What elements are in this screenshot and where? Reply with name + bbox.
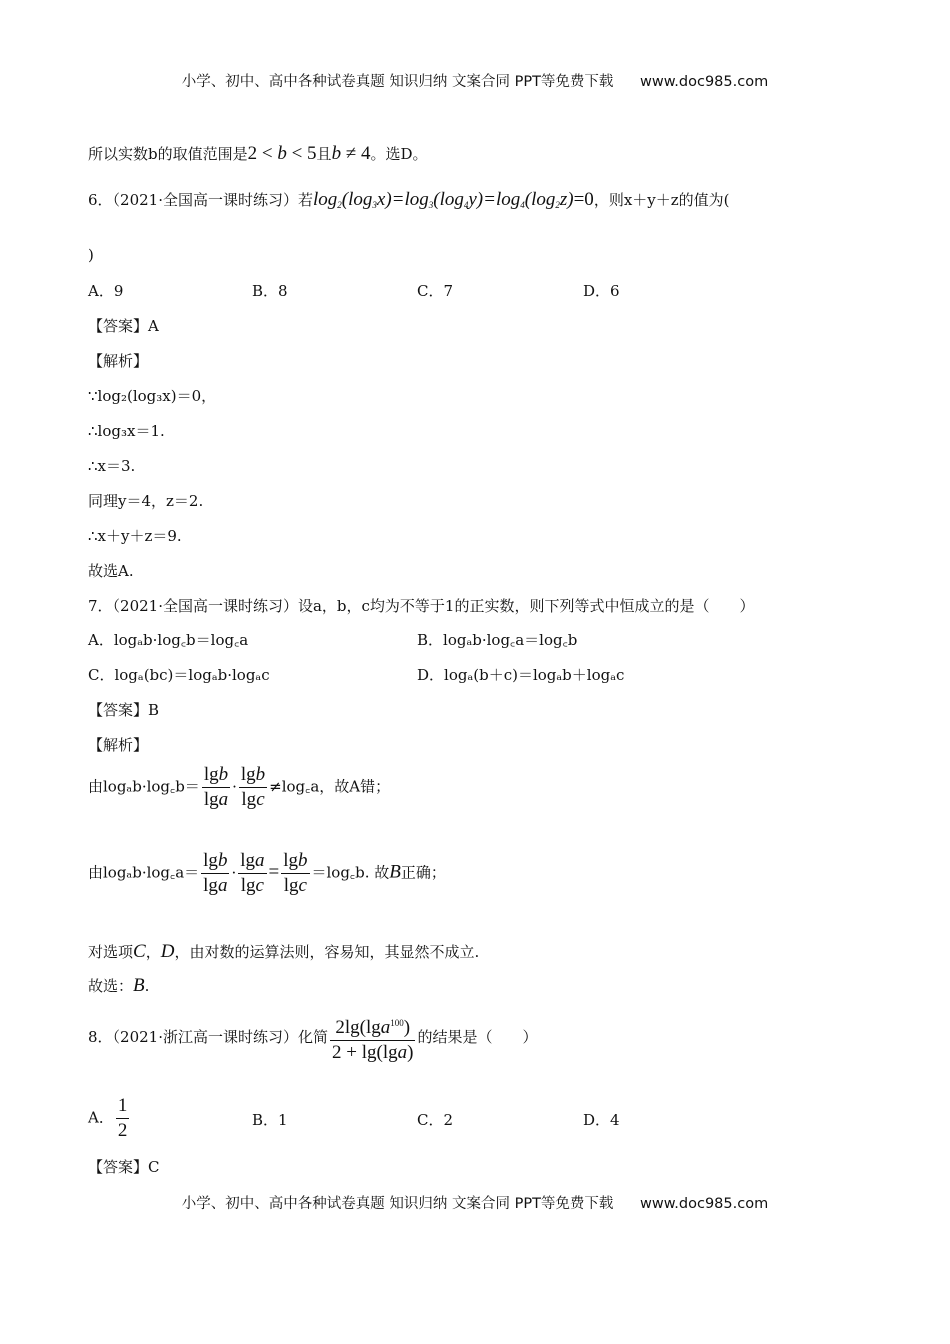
q7-stem: 7．（2021·全国高一课时练习）设a，b，c均为不等于1的正实数，则下列等式中恒成立的是（ ）: [88, 597, 755, 615]
q6-stem: 6．（2021·全国高一课时练习）若$\log_2(\log_3x)=\log_3(\log_4y)=\log_4(\log_2z)=0$，则x＋y＋z的值为(: [88, 189, 730, 210]
fraction-lga-lgc: $\frac{\lg a}{\lg c}$: [240, 850, 265, 896]
footer-text: 小学、初中、高中各种试卷真题 知识归纳 文案合同 PPT等免费下载: [181, 1196, 614, 1212]
q6-analysis-title: 【解析】: [88, 352, 149, 370]
q8-stem: 8．（2021·浙江高一课时练习）化简 $\frac{2\lg(\lg a^{100})}{2 + \lg(\lg a)}$ 的结果是（ ）: [88, 1012, 537, 1064]
q7-option-a: A．logₐb·log꜀b＝log꜀a: [88, 631, 249, 649]
q8-fraction: $\frac{2\lg(\lg a^{100})}{2 + \lg(\lg a)}$: [330, 1012, 415, 1064]
q7-option-c: C．logₐ(bc)＝logₐb·logₐc: [88, 666, 270, 684]
fraction-one-half: $\frac{1}{2}$: [117, 1095, 128, 1141]
page-footer: [0, 1192, 950, 1213]
fraction-lgb-lga-2: $\frac{\lg b}{\lg a}$: [203, 850, 228, 896]
page-header: [0, 70, 950, 91]
q7-derivation-2: 由logₐb·log꜀a＝ $\frac{\lg b}{\lg a}$ · $\frac{\lg a}{\lg c}$ = $\frac{\lg b}{\lg c}$ ＝log꜀b. 故B正确；: [88, 850, 446, 896]
q6-option-a: A．9: [88, 282, 124, 300]
q6-option-c: C．7: [417, 282, 454, 300]
q6-log-equation: $\log_2(\log_3x)=\log_3(\log_4y)=\log_4(\log_2z)$: [313, 189, 574, 210]
q8-option-b: B．1: [252, 1111, 288, 1129]
q6-step-6: 故选A.: [88, 562, 134, 580]
q6-stem-close: ): [88, 246, 94, 264]
q6-step-2: ∴log₃x＝1.: [88, 422, 165, 440]
q8-option-c: C．2: [417, 1111, 454, 1129]
neq-formula: b ≠ 4: [331, 143, 371, 164]
footer-site-link[interactable]: www.doc985.com: [640, 1196, 769, 1212]
q7-option-b: B．logₐb·log꜀a＝log꜀b: [417, 631, 578, 649]
q7-answer: 【答案】B: [88, 701, 160, 719]
q7-derivation-1: 由logₐb·log꜀b＝ $\frac{\lg b}{\lg a}$ · $\frac{\lg b}{\lg c}$ ≠log꜀a，故A错；: [88, 764, 391, 810]
q6-option-b: B．8: [252, 282, 288, 300]
fraction-lgb-lga: $\frac{\lg b}{\lg a}$: [203, 764, 229, 810]
header-site-link[interactable]: www.doc985.com: [640, 74, 769, 90]
q6-step-4: 同理y＝4，z＝2.: [88, 492, 204, 510]
q8-answer: 【答案】C: [88, 1158, 160, 1176]
q7-derivation-3: 对选项C，D，由对数的运算法则，容易知，其显然不成立.: [88, 941, 480, 962]
fraction-lgb-lgc: $\frac{\lg b}{\lg c}$: [240, 764, 266, 810]
q6-step-3: ∴x＝3.: [88, 457, 136, 475]
q6-option-d: D．6: [583, 282, 620, 300]
q8-option-a: A． $\frac{1}{2}$: [88, 1095, 128, 1141]
q8-option-d: D．4: [583, 1111, 620, 1129]
fraction-lgb-lgc-2: $\frac{\lg b}{\lg c}$: [283, 850, 308, 896]
q6-step-1: ∵log₂(log₃x)＝0，: [88, 387, 217, 405]
q7-analysis-title: 【解析】: [88, 736, 149, 754]
range-formula: 2 < b < 5: [247, 143, 317, 164]
header-text: 小学、初中、高中各种试卷真题 知识归纳 文案合同 PPT等免费下载: [181, 74, 614, 90]
q6-step-5: ∴x＋y＋z＝9.: [88, 527, 182, 545]
q6-answer: 【答案】A: [88, 317, 159, 335]
q7-conclusion: 故选：B.: [88, 975, 150, 996]
prev-conclusion: 所以实数b的取值范围是2 < b < 5且b ≠ 4。选D。: [88, 143, 428, 164]
q7-option-d: D．logₐ(b＋c)＝logₐb＋logₐc: [417, 666, 625, 684]
